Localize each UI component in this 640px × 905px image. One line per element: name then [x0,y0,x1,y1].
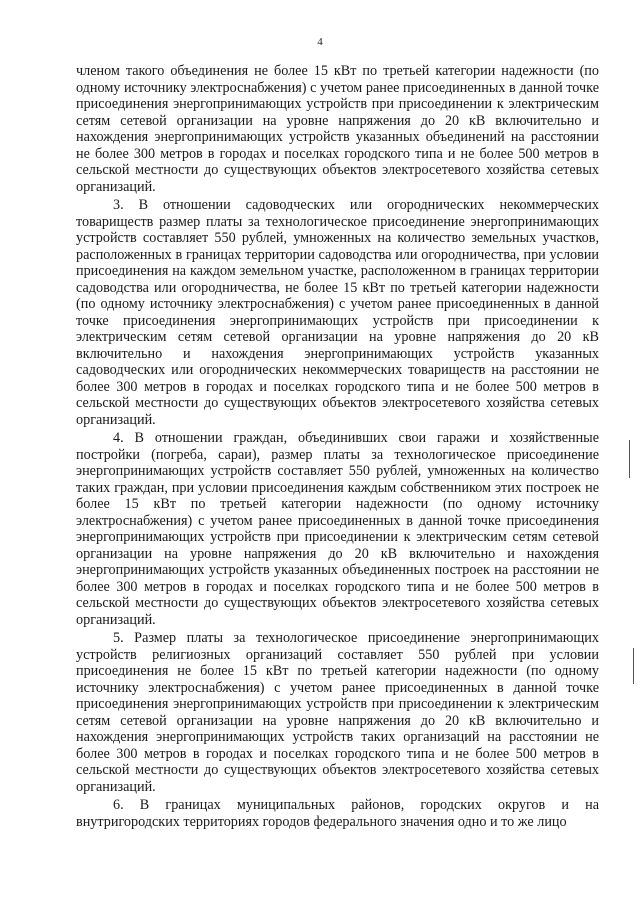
paragraph-item-4: 4. В отношении граждан, объединивших свои гаражи и хозяйственные постройки (погреба, сараи), размер платы за технологическое присоединение энергопринимающих устройств составляет 550 рублей, умноженных на количество таких граждан, при условии присоединения каждым собственником этих построек не более 15 кВт по третьей категории надежности (по одному источнику электроснабжения) с учетом ранее присоединенных в данной точке присоединения энергопринимающих устройств при присоединении к электрическим сетям сетевой организации на уровне напряжения до 20 кВ включительно и нахождения энергопринимающих устройств указанных объединенных построек на расстоянии не более 300 метров в городах и поселках городского типа и не более 500 метров в сельской местности до существующих объектов электросетевого хозяйства сетевых организаций. [76,430,599,628]
scan-edge-mark [633,648,634,684]
paragraph-item-3: 3. В отношении садоводческих или огороднических некоммерческих товариществ размер платы за технологическое присоединение энергопринимающих устройств составляет 550 рублей, умноженных на количество земельных участков, расположенных в границах территории садоводства или огородничества, при условии присоединения на каждом земельном участке, расположенном в границах территории садоводства или огородничества, не более 15 кВт по третьей категории надежности (по одному источнику электроснабжения) с учетом ранее присоединенных в данной точке присоединения энергопринимающих устройств при присоединении к электрическим сетям сетевой организации на уровне напряжения до 20 кВ включительно и нахождения энергопринимающих устройств указанных садоводческих или огороднических некоммерческих товариществ на расстоянии не более 300 метров в городах и поселках городского типа и не более 500 метров в сельской местности до существующих объектов электросетевого хозяйства сетевых организаций. [76,197,599,428]
paragraph-continuation: членом такого объединения не более 15 кВт по третьей категории надежности (по одному источнику электроснабжения) с учетом ранее присоединенных в данной точке присоединения энергопринимающих устройств при присоединении к электрическим сетям сетевой организации на уровне напряжения до 20 кВ включительно и нахождения энергопринимающих устройств указанных объединений на расстоянии не более 300 метров в городах и поселках городского типа и не более 500 метров в сельской местности до существующих объектов электросетевого хозяйства сетевых организаций. [76,63,599,195]
paragraph-item-6: 6. В границах муниципальных районов, городских округов и на внутригородских территориях городов федерального значения одно и то же лицо [76,797,599,830]
page-number: 4 [317,36,323,48]
document-body [76,63,599,832]
paragraph-item-5: 5. Размер платы за технологическое присоединение энергопринимающих устройств религиозных организаций составляет 550 рублей при условии присоединения не более 15 кВт по третьей категории надежности (по одному источнику электроснабжения) с учетом ранее присоединенных в данной точке присоединения энергопринимающих устройств при присоединении к электрическим сетям сетевой организации на уровне напряжения до 20 кВ включительно и нахождения энергопринимающих устройств таких организаций на расстоянии не более 300 метров в городах и поселках городского типа и не более 500 метров в сельской местности до существующих объектов электросетевого хозяйства сетевых организаций. [76,630,599,795]
scan-edge-mark [629,440,630,478]
